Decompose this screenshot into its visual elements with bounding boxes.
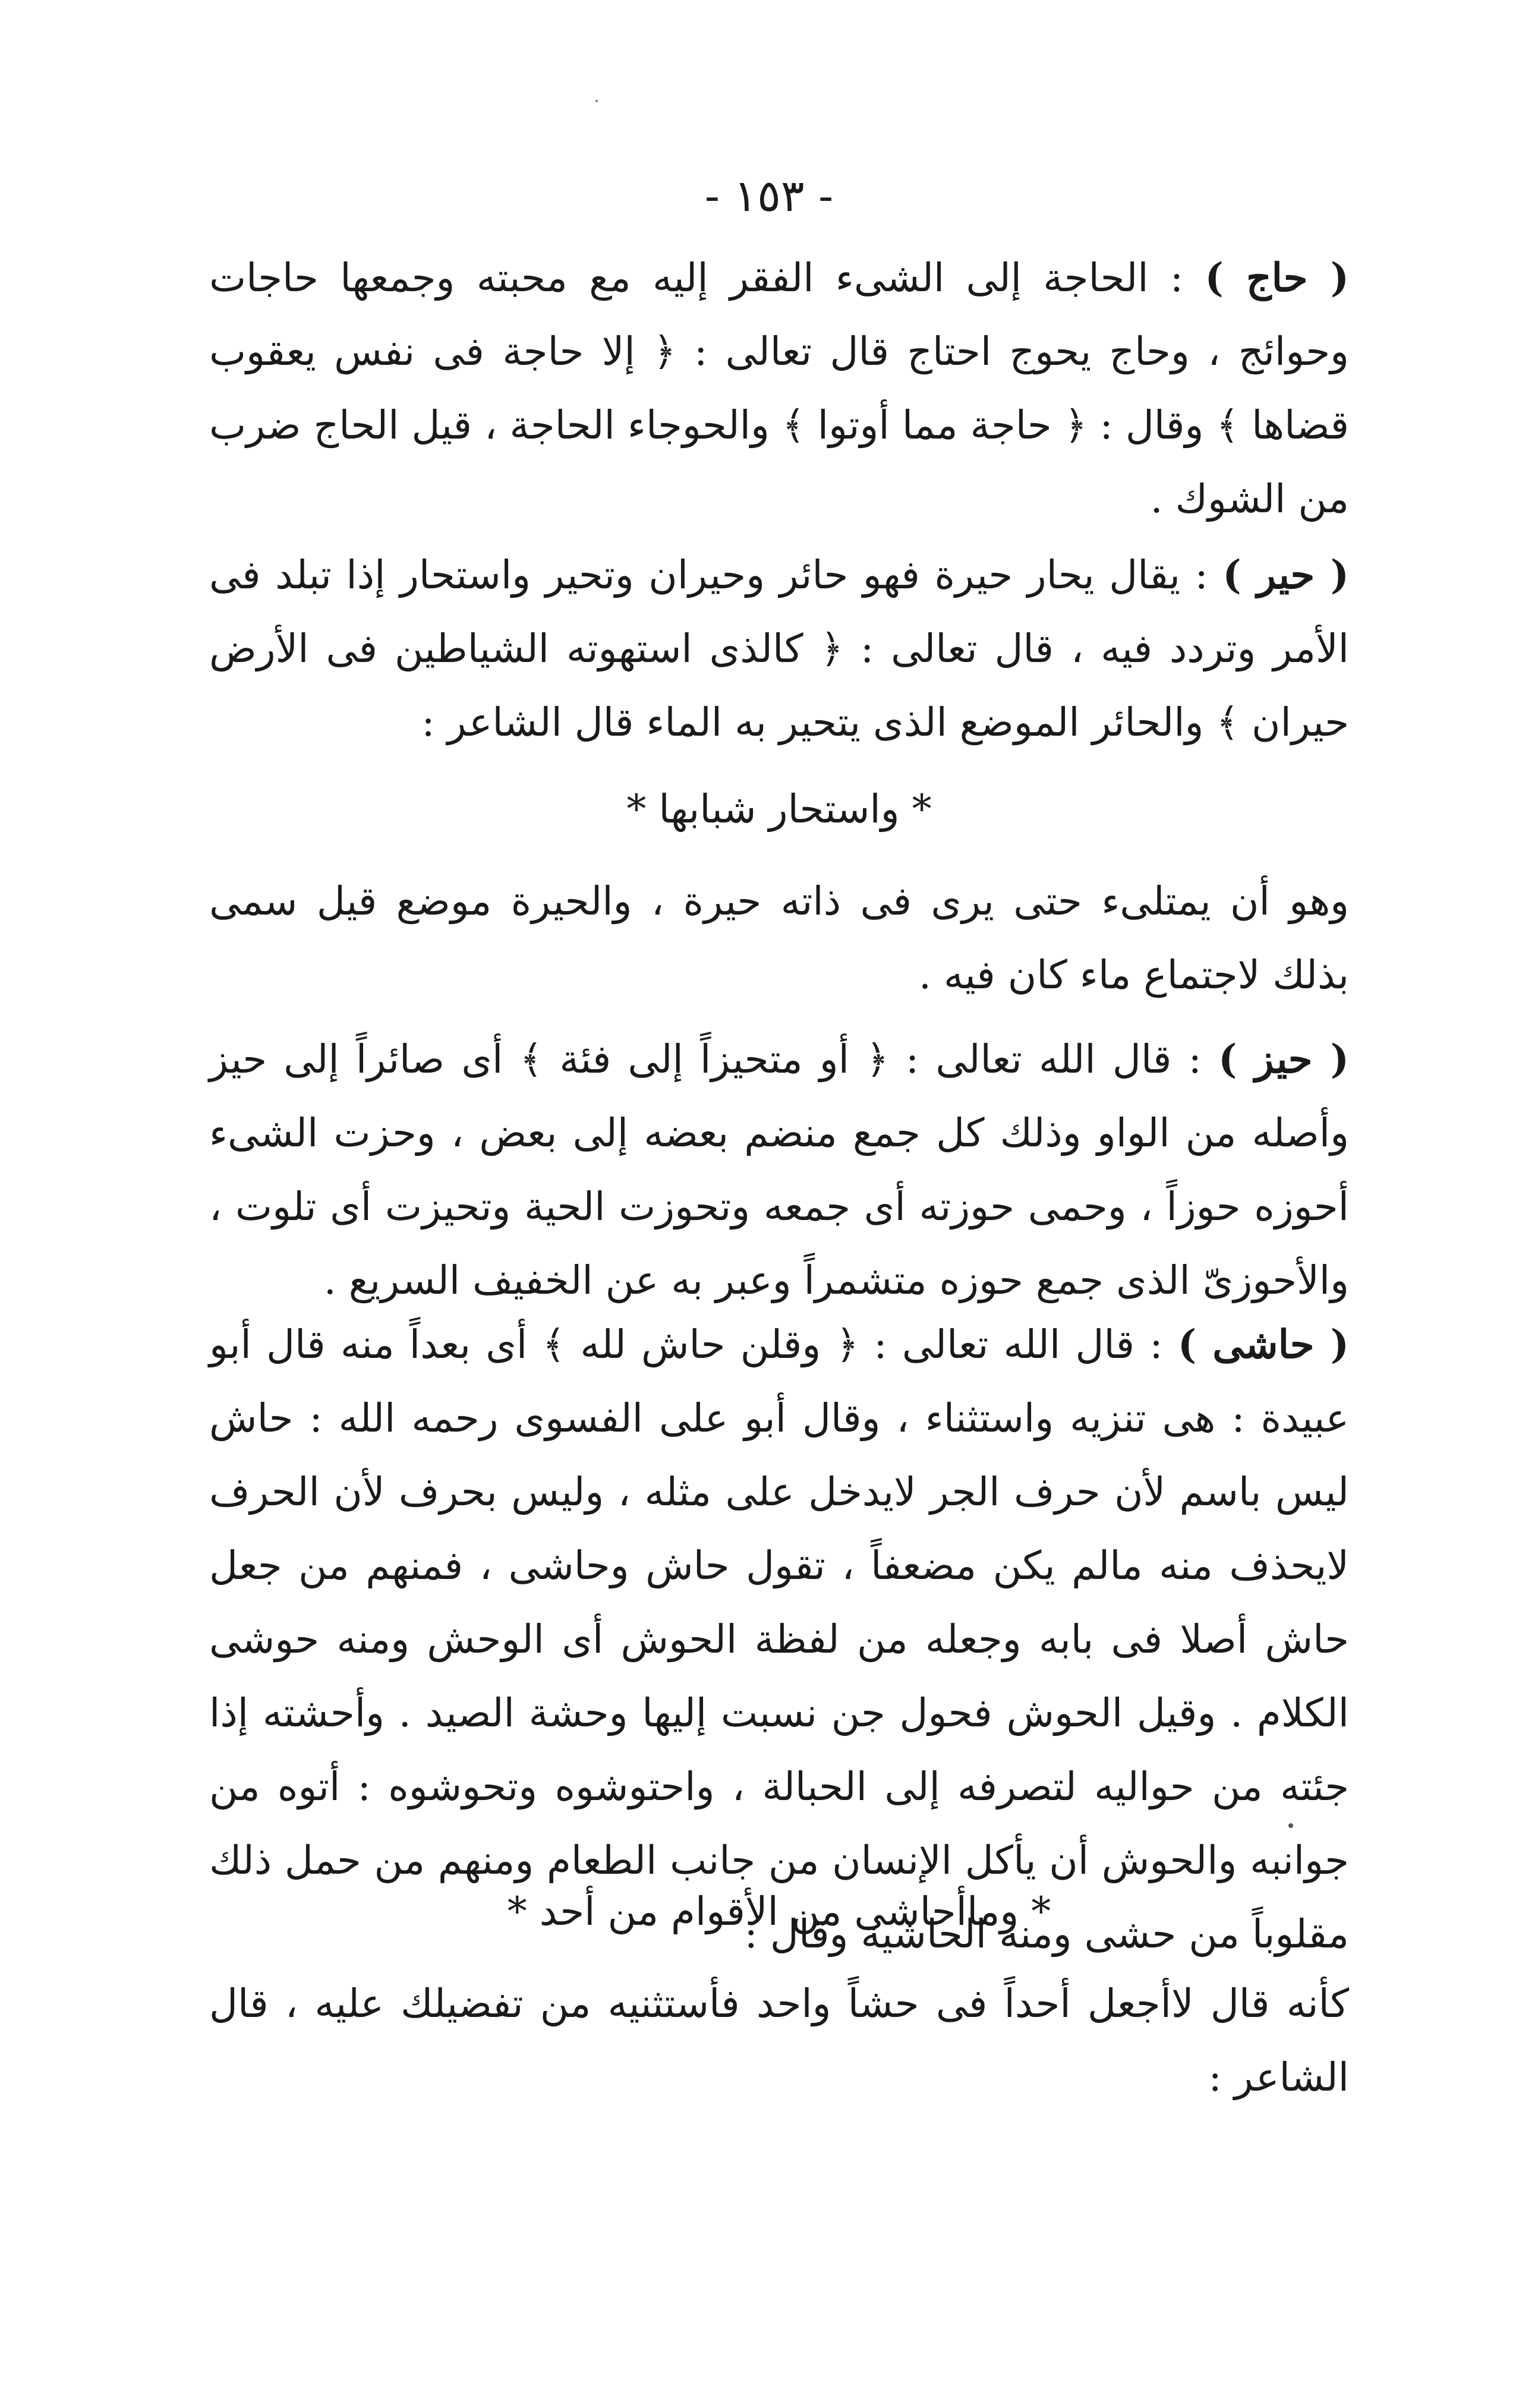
entry-term: ( حاشى ) <box>1177 1321 1349 1367</box>
paragraph-final: كأنه قال لاأجعل أحداً فى حشاً واحد فأستثنيه من تفضيلك عليه ، قال الشاعر : <box>209 1981 1349 2100</box>
entry-body: : يقال يحار حيرة فهو حائر وحيران وتحير واستحار إذا تبلد فى الأمر وتردد فيه ، قال تعالى : ﴿ كالذى استهوته الشياطين فى الأرض حيران ﴾ والحائر الموضع الذى يتحير به الماء قال الشاعر : <box>209 552 1349 745</box>
entry-body: : قال الله تعالى : ﴿ أو متحيزاً إلى فئة ﴾ أى صائراً إلى حيز وأصله من الواو وذلك كل جمع منضم بعضه إلى بعض ، وحزت الشىء أحوزه حوزاً ، وحمى حوزته أى جمعه وتحوزت الحية وتحيزت أى تلوت ، والأحوزىّ الذى جمع حوزه متشمراً وعبر به عن الخفيف السريع . <box>209 1036 1350 1303</box>
entry-body: : الحاجة إلى الشىء الفقر إليه مع محبته وجمعها حاجات وحوائج ، وحاج يحوج احتاج قال تعالى : ﴿ إلا حاجة فى نفس يعقوب قضاها ﴾ وقال : ﴿ حاجة مما أوتوا ﴾ والحوجاء الحاجة ، قيل الحاج ضرب من الشوك . <box>209 255 1349 522</box>
entry-term: ( حير ) <box>1222 551 1350 598</box>
page-number: - ١٥٣ - <box>704 171 834 222</box>
entry-body: : قال الله تعالى : ﴿ وقلن حاش لله ﴾ أى بعداً منه قال أبو عبيدة : هى تنزيه واستثناء ، وقال أبو على الفسوى رحمه الله : حاش ليس باسم لأن حرف الجر لايدخل على مثله ، وليس بحرف لأن الحرف لايحذف منه مالم يكن مضعفاً ، تقول حاش وحاشى ، فمنهم من جعل حاش أصلا فى بابه وجعله من لفظة الحوش أى الوحش ومنه حوشى الكلام . وقيل الحوش فحول جن نسبت إليها وحشة الصيد . وأحشته إذا جئته من حواليه لتصرفه إلى الحبالة ، واحتوشوه وتحوشوه : أتوه من جوانبه والحوش أن يأكل الإنسان من جانب الطعام ومنهم من حمل ذلك مقلوباً من حشى ومنه الحاشية وقال : <box>209 1322 1349 1957</box>
entry-term: ( حيز ) <box>1218 1036 1350 1082</box>
scan-speck <box>1288 1823 1293 1828</box>
entry-hayr <box>209 538 1349 759</box>
entry-hayyiz <box>209 1022 1349 1318</box>
entry-hasha <box>209 1307 1349 1971</box>
verse-line: * واستحار شبابها * <box>626 786 932 832</box>
verse-line: * وماأحاشى من الأقوام من أحد * <box>507 1889 1051 1934</box>
entry-term: ( حاج ) <box>1205 254 1350 301</box>
paragraph-continuation: وهو أن يمتلىء حتى يرى فى ذاته حيرة ، والحيرة موضع قيل سمى بذلك لاجتماع ماء كان فيه . <box>209 878 1349 998</box>
scan-speck <box>595 100 598 102</box>
entry-haj <box>209 241 1349 536</box>
